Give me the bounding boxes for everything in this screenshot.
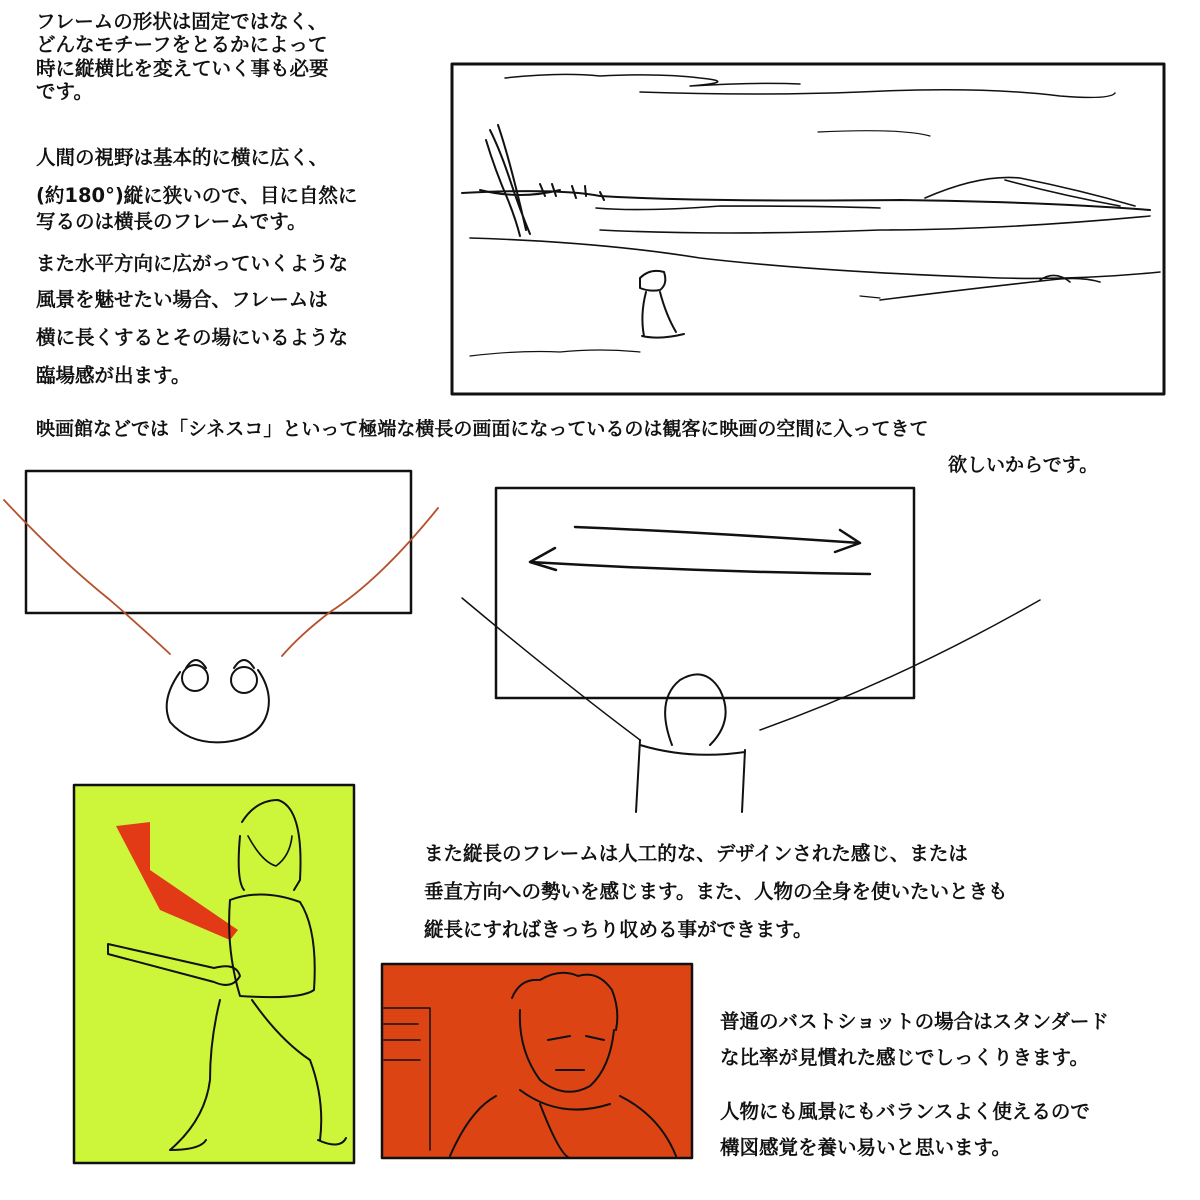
arrow-icon	[530, 548, 870, 574]
text-line: 人物にも風景にもバランスよく使えるので	[720, 1100, 1090, 1123]
shoreline	[470, 206, 1160, 278]
text-line: です。	[36, 80, 93, 104]
cinema-sketch	[4, 471, 438, 742]
viewer-eye	[182, 665, 208, 691]
text-line: 写るのは横長のフレームです。	[36, 210, 307, 233]
standard-frame	[382, 964, 692, 1158]
text-line: 風景を魅せたい場合、フレームは	[36, 288, 328, 311]
text-line: また水平方向に広がっていくような	[36, 252, 349, 275]
text-line: 時に縦横比を変えていく事も必要	[36, 56, 329, 80]
widescreen-sketch	[462, 488, 1040, 812]
wreck	[480, 125, 604, 236]
figure-sitting	[640, 271, 684, 338]
viewer-back	[636, 674, 745, 812]
sight-line-left	[4, 500, 170, 654]
view-line	[462, 598, 640, 740]
landscape-frame	[452, 64, 1164, 394]
arrow-icon	[575, 527, 860, 552]
text-line: 垂直方向への勢いを感じます。また、人物の全身を使いたいときも	[424, 880, 1008, 903]
text-line: な比率が見慣れた感じでしっくりきます。	[720, 1046, 1089, 1069]
text-line: 構図感覚を養い易いと思います。	[720, 1136, 1011, 1159]
cinemascope-line1: 映画館などでは「シネスコ」といって極端な横長の画面になっているのは観客に映画の空間に入ってきて	[36, 418, 929, 440]
cloud-stroke	[818, 131, 930, 136]
text-line: 臨場感が出ます。	[36, 364, 191, 387]
text-line: フレームの形状は固定ではなく、	[36, 10, 328, 33]
standard-frame-sketch	[382, 964, 692, 1158]
viewer-eye	[231, 667, 257, 693]
cinemascope-line2: 欲しいからです。	[948, 454, 1099, 476]
wide-screen	[496, 488, 914, 698]
landscape-sketch	[452, 64, 1164, 394]
text-line: 縦長にすればきっちり収める事ができます。	[424, 918, 813, 941]
wave	[880, 275, 1100, 300]
vertical-frame-sketch	[74, 785, 354, 1163]
cloud-stroke	[640, 90, 1115, 98]
grass	[470, 296, 880, 356]
cinema-screen	[26, 471, 411, 613]
text-line: 普通のバストショットの場合はスタンダード	[720, 1010, 1109, 1033]
text-line: 人間の視野は基本的に横に広く、	[36, 146, 329, 169]
view-line	[760, 600, 1040, 730]
text-line: また縦長のフレームは人工的な、デザインされた感じ、または	[424, 842, 968, 865]
cloud-stroke	[505, 74, 800, 86]
vertical-frame	[74, 785, 354, 1163]
text-line: (約180°)縦に狭いので、目に自然に	[36, 184, 358, 207]
text-line: どんなモチーフをとるかによって	[36, 33, 328, 57]
sight-line-right	[282, 508, 438, 656]
text-line: 横に長くするとその場にいるような	[36, 326, 349, 349]
